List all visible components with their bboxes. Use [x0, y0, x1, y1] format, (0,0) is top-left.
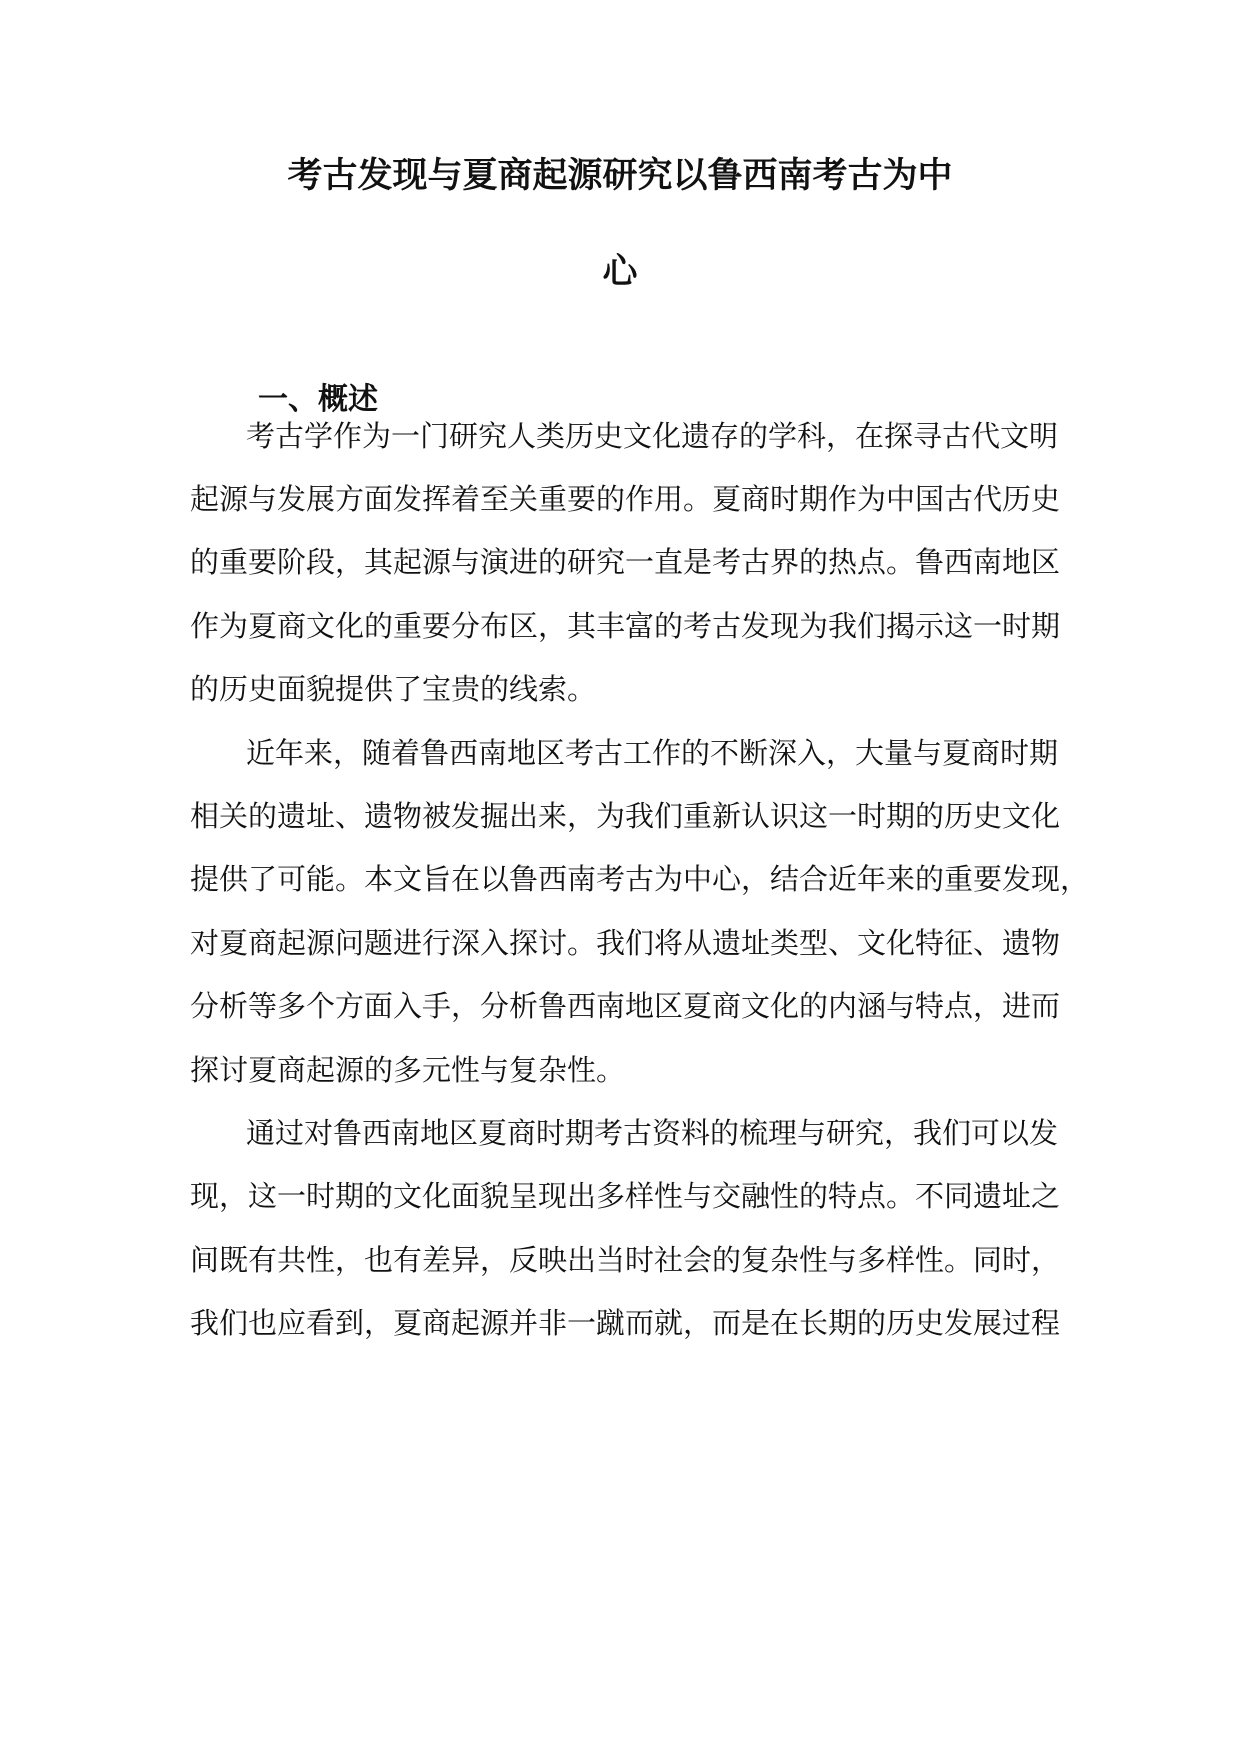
paragraph-line: 提供了可能。本文旨在以鲁西南考古为中心，结合近年来的重要发现，	[190, 862, 1090, 896]
section-heading-overview: 一、概述	[258, 382, 378, 417]
paragraph-line: 分析等多个方面入手，分析鲁西南地区夏商文化的内涵与特点，进而	[190, 989, 1061, 1023]
paragraph-line: 间既有共性，也有差异，反映出当时社会的复杂性与多样性。同时，	[190, 1243, 1061, 1277]
paragraph-line: 相关的遗址、遗物被发掘出来，为我们重新认识这一时期的历史文化	[190, 799, 1061, 833]
paragraph-line: 我们也应看到，夏商起源并非一蹴而就，而是在长期的历史发展过程	[190, 1306, 1061, 1340]
paragraph-line: 现，这一时期的文化面貌呈现出多样性与交融性的特点。不同遗址之	[190, 1179, 1061, 1213]
paragraph-line: 近年来，随着鲁西南地区考古工作的不断深入，大量与夏商时期	[246, 736, 1059, 770]
document-title-line-1: 考古发现与夏商起源研究以鲁西南考古为中	[287, 156, 953, 196]
paragraph-line: 作为夏商文化的重要分布区，其丰富的考古发现为我们揭示这一时期	[190, 609, 1061, 643]
paragraph-line: 的历史面貌提供了宝贵的线索。	[190, 672, 597, 706]
document-title-line-2: 心	[602, 252, 638, 292]
paragraph-line: 考古学作为一门研究人类历史文化遗存的学科，在探寻古代文明	[246, 419, 1059, 453]
paragraph-line: 通过对鲁西南地区夏商时期考古资料的梳理与研究，我们可以发	[246, 1116, 1059, 1150]
paragraph-line: 的重要阶段，其起源与演进的研究一直是考古界的热点。鲁西南地区	[190, 545, 1061, 579]
paragraph-line: 探讨夏商起源的多元性与复杂性。	[190, 1053, 626, 1087]
paragraph-line: 起源与发展方面发挥着至关重要的作用。夏商时期作为中国古代历史	[190, 482, 1061, 516]
paragraph-line: 对夏商起源问题进行深入探讨。我们将从遗址类型、文化特征、遗物	[190, 926, 1061, 960]
